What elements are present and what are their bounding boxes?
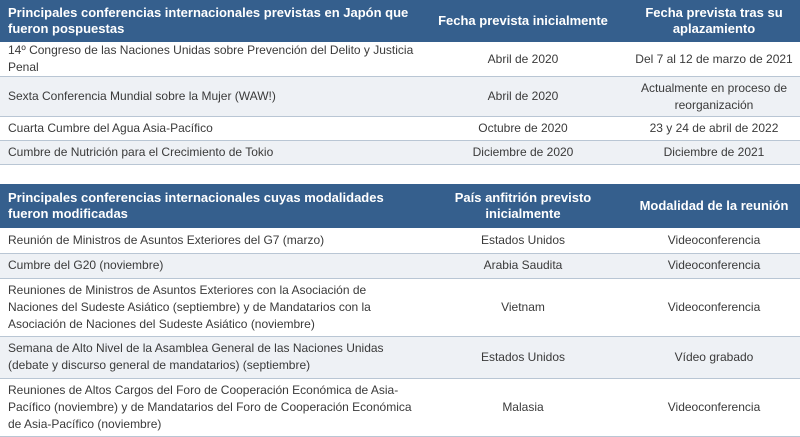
new-date-cell: Actualmente en proceso de reorganización xyxy=(624,77,800,117)
host-country-cell: Arabia Saudita xyxy=(418,253,624,278)
original-date-cell: Octubre de 2020 xyxy=(418,117,624,141)
table-row xyxy=(0,336,800,378)
host-country-cell: Estados Unidos xyxy=(418,336,624,378)
new-date-cell: Del 7 al 12 de marzo de 2021 xyxy=(624,42,800,77)
meeting-format-cell: Videoconferencia xyxy=(624,228,800,253)
table-row xyxy=(0,278,800,336)
conference-cell: Cumbre del G20 (noviembre) xyxy=(0,253,418,278)
conference-cell: Sexta Conferencia Mundial sobre la Mujer (WAW!) xyxy=(0,77,418,117)
conference-cell: Cumbre de Nutrición para el Crecimiento de Tokio xyxy=(0,141,418,165)
column-header-conference: Principales conferencias internacionales previstas en Japón que fueron pospuestas xyxy=(0,0,418,42)
postponed-conferences-table xyxy=(0,0,800,165)
conference-cell: Reuniones de Altos Cargos del Foro de Cooperación Económica de Asia-Pacífico (noviembre) y de Mandatarios del Foro de Cooperación Económica de Asia-Pacífico (noviembre) xyxy=(0,378,418,436)
table-row xyxy=(0,117,800,141)
original-date-cell: Abril de 2020 xyxy=(418,77,624,117)
meeting-format-cell: Videoconferencia xyxy=(624,253,800,278)
modified-conferences-table xyxy=(0,184,800,437)
table-row xyxy=(0,77,800,117)
table-row xyxy=(0,378,800,436)
table-header-row xyxy=(0,184,800,228)
new-date-cell: 23 y 24 de abril de 2022 xyxy=(624,117,800,141)
table-row xyxy=(0,228,800,253)
column-header-new-date: Fecha prevista tras su aplazamiento xyxy=(624,0,800,42)
host-country-cell: Estados Unidos xyxy=(418,228,624,253)
meeting-format-cell: Videoconferencia xyxy=(624,278,800,336)
original-date-cell: Abril de 2020 xyxy=(418,42,624,77)
conference-cell: Cuarta Cumbre del Agua Asia-Pacífico xyxy=(0,117,418,141)
column-header-meeting-format: Modalidad de la reunión xyxy=(624,184,800,228)
conference-cell: Reuniones de Ministros de Asuntos Exteriores con la Asociación de Naciones del Sudeste Asiático (septiembre) y de Mandatarios con la Asociación de Naciones del Sudeste Asiático (noviembre) xyxy=(0,278,418,336)
host-country-cell: Malasia xyxy=(418,378,624,436)
table-row xyxy=(0,42,800,77)
column-header-host-country: País anfitrión previsto inicialmente xyxy=(418,184,624,228)
new-date-cell: Diciembre de 2021 xyxy=(624,141,800,165)
original-date-cell: Diciembre de 2020 xyxy=(418,141,624,165)
table-row xyxy=(0,253,800,278)
column-header-conference: Principales conferencias internacionales cuyas modalidades fueron modificadas xyxy=(0,184,418,228)
table-header-row xyxy=(0,0,800,42)
table-row xyxy=(0,141,800,165)
conference-cell: Semana de Alto Nivel de la Asamblea General de las Naciones Unidas (debate y discurso general de mandatarios) (septiembre) xyxy=(0,336,418,378)
column-header-original-date: Fecha prevista inicialmente xyxy=(418,0,624,42)
conference-cell: Reunión de Ministros de Asuntos Exteriores del G7 (marzo) xyxy=(0,228,418,253)
meeting-format-cell: Videoconferencia xyxy=(624,378,800,436)
host-country-cell: Vietnam xyxy=(418,278,624,336)
meeting-format-cell: Vídeo grabado xyxy=(624,336,800,378)
conference-cell: 14º Congreso de las Naciones Unidas sobre Prevención del Delito y Justicia Penal xyxy=(0,42,418,77)
